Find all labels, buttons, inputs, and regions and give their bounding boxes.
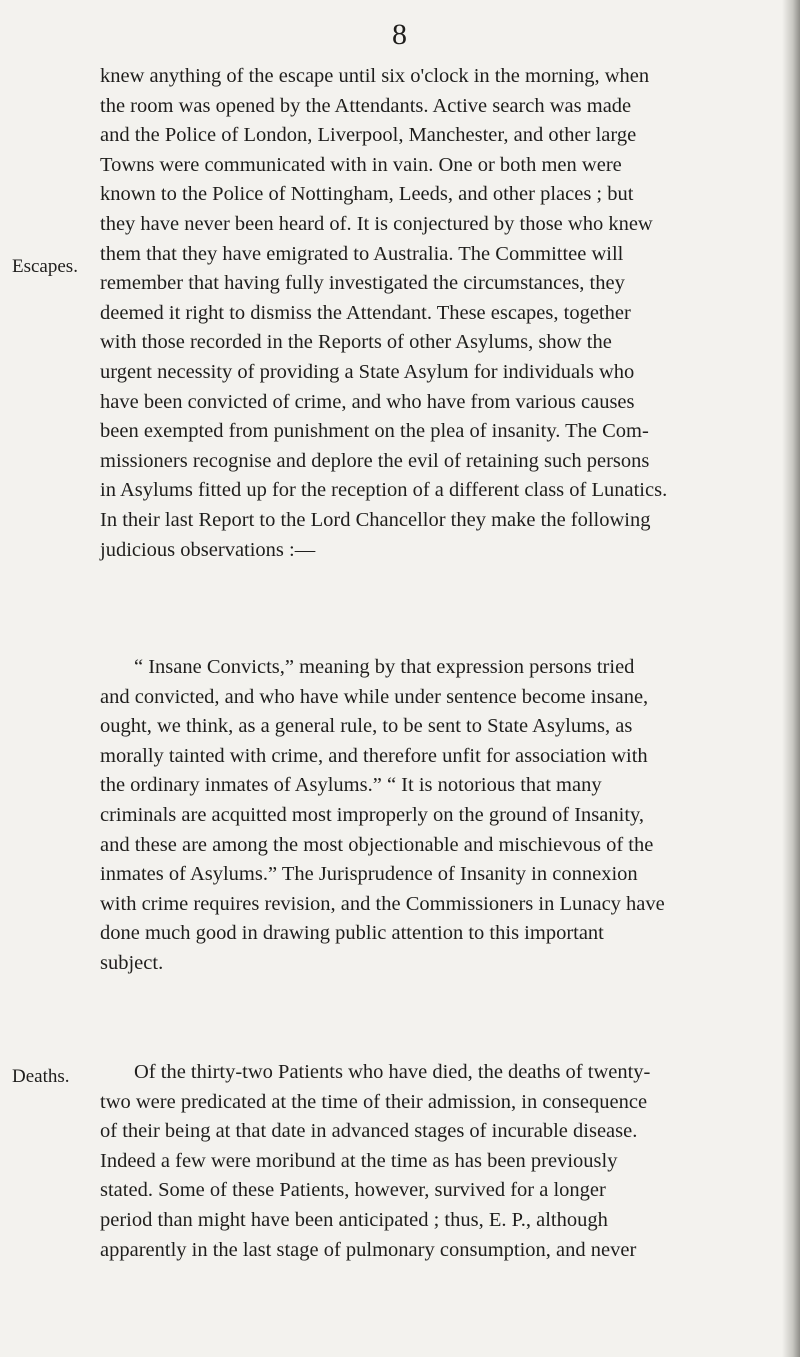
text-line: Indeed a few were moribund at the time as has been previously [100, 1149, 618, 1172]
text-line: ought, we think, as a general rule, to be sent to State Asylums, as [100, 715, 633, 738]
text-line: of their being at that date in advanced stages of incurable disease. [100, 1120, 638, 1143]
paragraph-deaths [100, 1058, 800, 1265]
text-line: them that they have emigrated to Australia. The Committee will [100, 242, 624, 265]
text-line: morally tainted with crime, and therefore unfit for association with [100, 744, 648, 767]
paragraph-escapes [100, 62, 800, 565]
text-line: with those recorded in the Reports of other Asylums, show the [100, 331, 612, 354]
text-line: apparently in the last stage of pulmonary consumption, and never [100, 1238, 637, 1261]
text-line: done much good in drawing public attention to this important [100, 922, 604, 945]
text-line: have been convicted of crime, and who have from various causes [100, 390, 635, 413]
text-line: urgent necessity of providing a State Asylum for individuals who [100, 360, 635, 383]
binding-shadow [782, 0, 800, 1357]
text-line: Of the thirty-two Patients who have died, the deaths of twenty- [134, 1061, 651, 1083]
margin-note-escapes: Escapes. [12, 256, 78, 277]
text-line: period than might have been anticipated ; thus, E. P., although [100, 1208, 608, 1231]
text-line: knew anything of the escape until six o'clock in the morning, when [100, 65, 650, 87]
text-line: remember that having fully investigated the circumstances, they [100, 272, 625, 295]
text-line: subject. [100, 951, 164, 974]
text-line: and these are among the most objectionable and mischievous of the [100, 833, 654, 856]
text-line: Towns were communicated with in vain. One or both men were [100, 153, 622, 176]
page-number: 8 [392, 18, 408, 51]
paragraph-quotation [100, 653, 800, 979]
text-line: judicious observations :— [100, 538, 316, 561]
margin-note-deaths: Deaths. [12, 1066, 70, 1087]
text-line: stated. Some of these Patients, however, survived for a longer [100, 1179, 606, 1202]
text-line: missioners recognise and deplore the evil of retaining such persons [100, 449, 650, 472]
text-line: the room was opened by the Attendants. Active search was made [100, 94, 632, 117]
text-line: two were predicated at the time of their admission, in consequence [100, 1090, 648, 1113]
text-line: “ Insane Convicts,” meaning by that expression persons tried [134, 656, 635, 678]
text-line: known to the Police of Nottingham, Leeds, and other places ; but [100, 183, 634, 206]
text-line: inmates of Asylums.” The Jurisprudence of Insanity in connexion [100, 863, 638, 886]
text-line: the ordinary inmates of Asylums.” “ It is notorious that many [100, 774, 602, 797]
text-line: they have never been heard of. It is conjectured by those who knew [100, 212, 653, 235]
text-line: and the Police of London, Liverpool, Manchester, and other large [100, 124, 637, 147]
text-line: criminals are acquitted most improperly on the ground of Insanity, [100, 803, 645, 826]
text-line: In their last Report to the Lord Chancellor they make the following [100, 508, 651, 531]
text-line: and convicted, and who have while under sentence become insane, [100, 685, 649, 708]
text-line: in Asylums fitted up for the reception of a different class of Lunatics. [100, 479, 668, 502]
text-line: been exempted from punishment on the plea of insanity. The Com- [100, 420, 649, 443]
text-line: deemed it right to dismiss the Attendant. These escapes, together [100, 301, 631, 324]
text-line: with crime requires revision, and the Commissioners in Lunacy have [100, 892, 665, 915]
